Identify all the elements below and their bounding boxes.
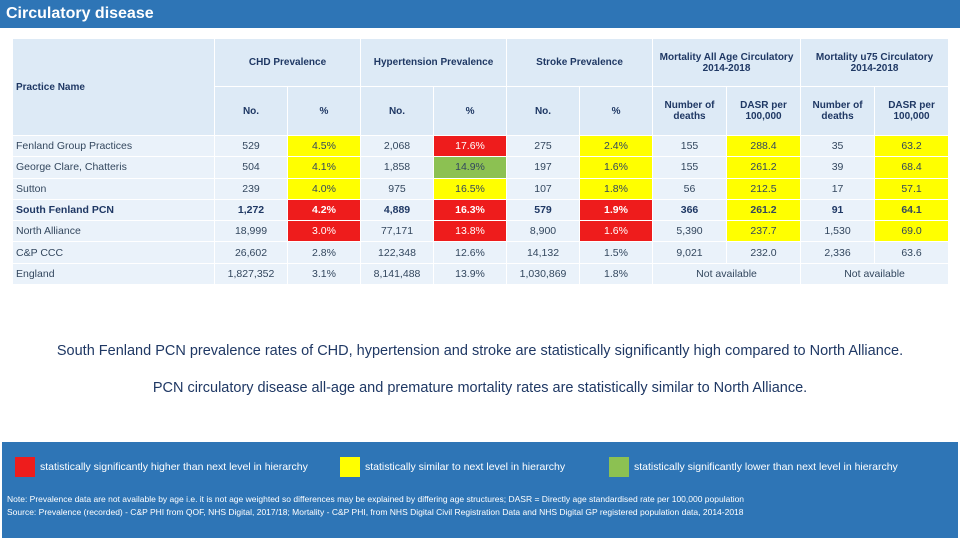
group-header: CHD Prevalence: [215, 39, 361, 87]
legend-label: statistically similar to next level in hierarchy: [365, 461, 566, 473]
table-cell: 366: [653, 199, 727, 220]
practice-name-cell: South Fenland PCN: [13, 199, 215, 220]
table-cell: 17: [801, 178, 875, 199]
column-header: %: [434, 87, 507, 136]
table-cell: 5,390: [653, 221, 727, 242]
group-header: Stroke Prevalence: [507, 39, 653, 87]
table-cell: 17.6%: [434, 136, 507, 157]
group-header: Mortality All Age Circulatory 2014-2018: [653, 39, 801, 87]
table-cell: 8,900: [507, 221, 580, 242]
table-cell: 91: [801, 199, 875, 220]
table-cell: 2.4%: [580, 136, 653, 157]
table-cell: 13.8%: [434, 221, 507, 242]
table-cell: 77,171: [361, 221, 434, 242]
legend-label: statistically significantly lower than next level in hierarchy: [634, 461, 898, 473]
table-cell: 975: [361, 178, 434, 199]
table-cell: 3.0%: [288, 221, 361, 242]
circulatory-table: [12, 38, 949, 285]
table-cell: 14.9%: [434, 157, 507, 178]
table-cell: 4.2%: [288, 199, 361, 220]
table-cell: 14,132: [507, 242, 580, 263]
table-cell: 261.2: [727, 157, 801, 178]
table-cell: 1.9%: [580, 199, 653, 220]
practice-name-header: Practice Name: [13, 39, 215, 136]
table-cell: 155: [653, 157, 727, 178]
table-cell: 35: [801, 136, 875, 157]
table-cell: 579: [507, 199, 580, 220]
practice-name-cell: North Alliance: [13, 221, 215, 242]
table-cell: 232.0: [727, 242, 801, 263]
table-cell: 56: [653, 178, 727, 199]
group-header: Hypertension Prevalence: [361, 39, 507, 87]
table-cell: 16.5%: [434, 178, 507, 199]
column-header: DASR per 100,000: [875, 87, 949, 136]
table-cell: 4.5%: [288, 136, 361, 157]
legend-swatch-yellow: [340, 457, 360, 477]
summary-prevalence: South Fenland PCN prevalence rates of CHD, hypertension and stroke are statistically significantly high compared to North Alliance.: [56, 343, 904, 359]
table-cell: 197: [507, 157, 580, 178]
table-cell: 4.1%: [288, 157, 361, 178]
group-header: Mortality u75 Circulatory 2014-2018: [801, 39, 949, 87]
column-header: Number of deaths: [653, 87, 727, 136]
table-cell: 69.0: [875, 221, 949, 242]
table-row: [13, 136, 949, 157]
page-title: Circulatory disease: [6, 5, 154, 22]
table-row: [13, 221, 949, 242]
table-row: [13, 178, 949, 199]
table-cell: 4.0%: [288, 178, 361, 199]
table-cell: 39: [801, 157, 875, 178]
practice-name-cell: George Clare, Chatteris: [13, 157, 215, 178]
table-cell: 1.8%: [580, 178, 653, 199]
column-header: No.: [507, 87, 580, 136]
legend-footer: [2, 442, 958, 538]
practice-name-cell: Sutton: [13, 178, 215, 199]
table-cell: 18,999: [215, 221, 288, 242]
table-cell: 212.5: [727, 178, 801, 199]
legend-swatch-green: [609, 457, 629, 477]
table-cell: 68.4: [875, 157, 949, 178]
table-cell: 2,068: [361, 136, 434, 157]
table-cell: 275: [507, 136, 580, 157]
table-cell: 288.4: [727, 136, 801, 157]
table-cell: 1,030,869: [507, 263, 580, 284]
table-cell: 57.1: [875, 178, 949, 199]
column-header: No.: [215, 87, 288, 136]
table-cell: 529: [215, 136, 288, 157]
column-header: No.: [361, 87, 434, 136]
column-header: Number of deaths: [801, 87, 875, 136]
table-cell: 107: [507, 178, 580, 199]
source-text: Source: Prevalence (recorded) - C&P PHI from QOF, NHS Digital, 2017/18; Mortality - C&P PHI, from NHS Digital Civil Registration Data and NHS Digital GP registered population data, 2014-2018: [7, 507, 744, 517]
table-cell: 1.8%: [580, 263, 653, 284]
table-row: [13, 157, 949, 178]
table-cell: 2,336: [801, 242, 875, 263]
table-row: [13, 263, 949, 284]
table-row: [13, 242, 949, 263]
practice-name-cell: Fenland Group Practices: [13, 136, 215, 157]
table-cell: 1.6%: [580, 221, 653, 242]
legend-swatch-red: [15, 457, 35, 477]
table-cell: 8,141,488: [361, 263, 434, 284]
table-cell: 4,889: [361, 199, 434, 220]
table-cell: 122,348: [361, 242, 434, 263]
table-cell: 63.6: [875, 242, 949, 263]
table-cell: 1.5%: [580, 242, 653, 263]
table-cell: 63.2: [875, 136, 949, 157]
column-header: %: [580, 87, 653, 136]
not-available-cell: Not available: [801, 263, 949, 284]
table-cell: 64.1: [875, 199, 949, 220]
table-cell: 1,858: [361, 157, 434, 178]
table-cell: 13.9%: [434, 263, 507, 284]
column-header: DASR per 100,000: [727, 87, 801, 136]
not-available-cell: Not available: [653, 263, 801, 284]
table-row: [13, 199, 949, 220]
column-header: %: [288, 87, 361, 136]
practice-name-cell: C&P CCC: [13, 242, 215, 263]
table-cell: 239: [215, 178, 288, 199]
table-cell: 2.8%: [288, 242, 361, 263]
table-cell: 237.7: [727, 221, 801, 242]
table-cell: 1,530: [801, 221, 875, 242]
table-cell: 155: [653, 136, 727, 157]
table-cell: 504: [215, 157, 288, 178]
note-text: Note: Prevalence data are not available by age i.e. it is not age weighted so differences may be explained by differing age structures; DASR = Directly age standardised rate per 100,000 population: [7, 494, 745, 504]
table-cell: 3.1%: [288, 263, 361, 284]
table-cell: 9,021: [653, 242, 727, 263]
table-cell: 261.2: [727, 199, 801, 220]
table-cell: 26,602: [215, 242, 288, 263]
summary-mortality: PCN circulatory disease all-age and premature mortality rates are statistically similar to North Alliance.: [152, 380, 808, 396]
table-cell: 16.3%: [434, 199, 507, 220]
data-table-container: [12, 38, 948, 284]
table-cell: 12.6%: [434, 242, 507, 263]
table-cell: 1,272: [215, 199, 288, 220]
table-cell: 1.6%: [580, 157, 653, 178]
table-cell: 1,827,352: [215, 263, 288, 284]
practice-name-cell: England: [13, 263, 215, 284]
title-bar: [0, 0, 960, 28]
legend-label: statistically significantly higher than next level in hierarchy: [40, 461, 308, 473]
